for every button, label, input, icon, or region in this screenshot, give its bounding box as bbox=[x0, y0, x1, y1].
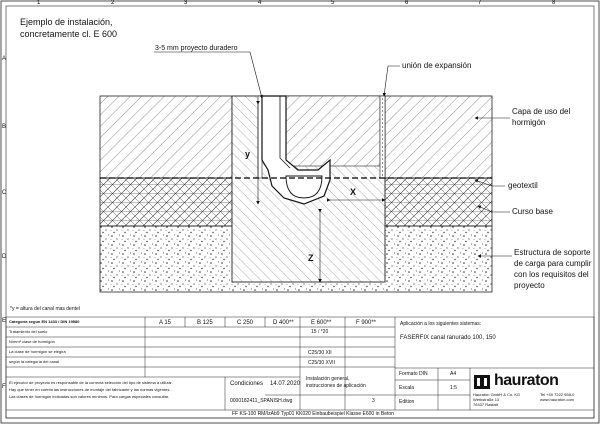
edition-label: Edition bbox=[399, 399, 415, 405]
hauraton-logo-mark bbox=[474, 375, 490, 389]
instructions-line1: Instalación general, bbox=[306, 376, 350, 382]
diagram-title-line2: concretamente cl. E 600 bbox=[20, 29, 118, 39]
concrete-layer-left bbox=[100, 96, 232, 178]
hauraton-logo-text: hauraton bbox=[494, 372, 559, 389]
base-course-label: Curso base bbox=[512, 207, 553, 216]
address-line2: Werkstraße 13 bbox=[473, 397, 500, 402]
address-line1: Hauraton GmbH & Co. KG bbox=[473, 392, 521, 397]
frame-marker-3: 3 bbox=[184, 0, 188, 6]
dimension-x-label: X bbox=[350, 187, 357, 197]
frame-marker-8: 8 bbox=[552, 0, 556, 6]
footnote: *y = altura del canal mas dentel bbox=[10, 306, 80, 312]
frame-marker-6: 6 bbox=[405, 0, 409, 6]
address-line3: 76437 Rastatt bbox=[473, 402, 498, 407]
support-structure-label-3: con los requisitos del bbox=[514, 270, 589, 279]
geotextile-label: geotextil bbox=[508, 181, 538, 190]
tb-row-choose-1: La clase de hormigón se elegirá bbox=[9, 349, 66, 354]
website: www.hauraton.com bbox=[540, 397, 575, 402]
diagram-title-line1: Ejemplo de instalación, bbox=[20, 17, 113, 27]
disclaimer-3: Las clases de hormigón indicadas son valores mínimos. Para cargas especiales consultar. bbox=[9, 394, 170, 399]
frame-marker-f: F bbox=[2, 384, 6, 390]
dimension-y-label: y bbox=[245, 149, 251, 159]
class-c250: C 250 bbox=[237, 320, 254, 326]
format-value: A4 bbox=[450, 371, 457, 377]
frame-marker-5: 5 bbox=[331, 0, 335, 6]
instructions-line2: instrucciones de aplicación bbox=[306, 383, 366, 389]
sheet-number: 3 bbox=[372, 398, 375, 404]
concrete-layer-label-1: Capa de uso del bbox=[512, 107, 571, 116]
support-structure-label-4: proyecto bbox=[514, 281, 545, 290]
frame-marker-e: E bbox=[2, 318, 7, 324]
frame-marker-4: 4 bbox=[258, 0, 262, 6]
bottom-code: FF KS-100 RM/IzAb9 Typ01 KK020 Einbaubeispiel Klasse E600 in Beton bbox=[232, 411, 394, 417]
expansion-joint bbox=[380, 96, 385, 178]
scale-value: 1:5 bbox=[450, 385, 457, 391]
drawing-number: 0000182411_SPANISH.dwg bbox=[230, 398, 293, 404]
date: 14.07.2020 bbox=[270, 381, 301, 387]
frame-marker-1: 1 bbox=[37, 0, 41, 6]
title-block-grid bbox=[6, 317, 594, 418]
class-e600: E 600** bbox=[311, 320, 332, 326]
class-b125: B 125 bbox=[197, 320, 213, 326]
frame-marker-d: D bbox=[2, 254, 7, 260]
concrete-layer-label-2: hormigón bbox=[512, 118, 546, 127]
row4-value: C25/30 XVII bbox=[308, 360, 335, 366]
conditions-label: Condiciones bbox=[230, 381, 264, 387]
tb-row-concrete-class: N/mm² clase de hormigón bbox=[9, 339, 55, 344]
class-f900: F 900** bbox=[356, 320, 377, 326]
frame-marker-7: 7 bbox=[478, 0, 482, 6]
scale-label: Escala bbox=[399, 385, 415, 391]
row3-value: C25/30 XII bbox=[308, 350, 332, 356]
applies-value: FASERFIX canal ranurado 100, 150 bbox=[400, 335, 496, 341]
support-structure-label-1: Estructura de soporte bbox=[514, 248, 591, 257]
frame-marker-c: C bbox=[2, 190, 7, 196]
support-structure-label-2: de carga para cumplir bbox=[514, 259, 592, 268]
applies-label: Aplicación a los siguientes sistemas: bbox=[400, 321, 482, 327]
phone: Tel +49 7222 958-0 bbox=[540, 392, 575, 397]
dimension-z-label: Z bbox=[308, 253, 314, 263]
class-d400: D 400** bbox=[273, 320, 294, 326]
expansion-joint-label: unión de expansión bbox=[402, 61, 472, 70]
format-label: Formato DIN bbox=[399, 371, 428, 377]
concrete-layer-right bbox=[385, 96, 492, 178]
class-a15: A 15 bbox=[159, 320, 172, 326]
disclaimer-2: Hay que tener en cuenta las instrucciones de montaje del fabricante y las normas vigentes. bbox=[9, 387, 171, 392]
tb-row-treatment: Tratamiento del suelo bbox=[9, 329, 48, 334]
row2-value: 15 / *20 bbox=[311, 329, 329, 335]
frame-marker-2: 2 bbox=[111, 0, 115, 6]
gap-label: 3-5 mm proyecto duradero bbox=[155, 45, 238, 52]
disclaimer-1: El ejecutor de proyecto es responsable de la correcta selección del tipo de sistema a utilizar. bbox=[9, 380, 173, 385]
tb-row-category: Categoría según EN 1433 / DIN 19580 bbox=[9, 319, 80, 324]
frame-marker-b: B bbox=[2, 124, 7, 130]
frame-marker-a: A bbox=[2, 56, 7, 62]
tb-row-choose-2: según la categoría del canal bbox=[9, 359, 60, 364]
